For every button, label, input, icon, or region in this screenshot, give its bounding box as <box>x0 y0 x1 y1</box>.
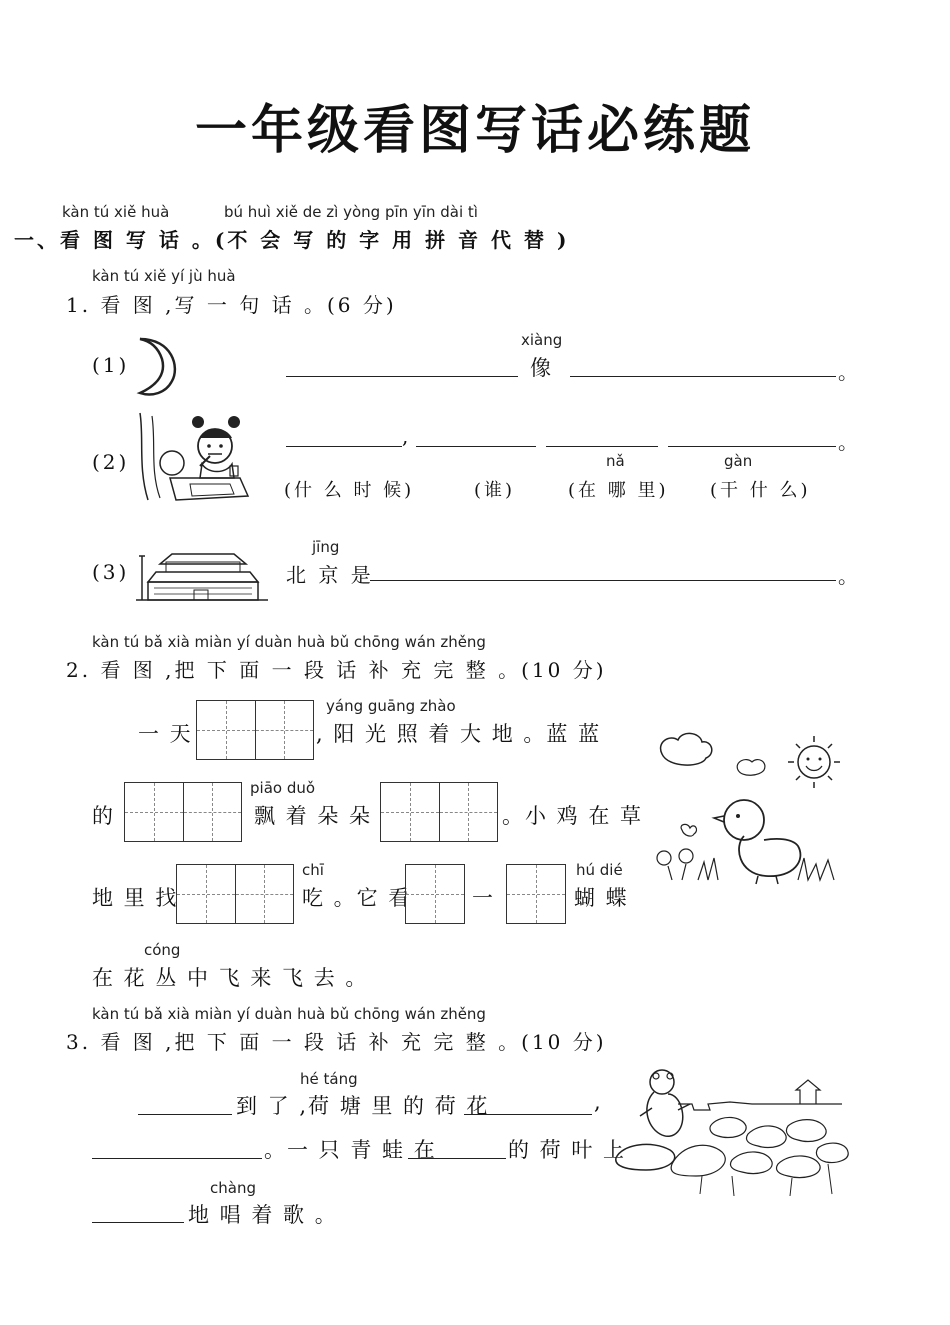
q2-row4-pinyin: cóng <box>144 941 181 959</box>
q2-row2-mid: 飘 着 朵 朵 <box>254 804 373 828</box>
q1-p1-xiang: 像 <box>530 356 553 380</box>
q2-grid-4[interactable] <box>176 864 294 924</box>
q3-row2-text-b: 的 荷 叶 上 <box>508 1138 627 1162</box>
q1-p2-blank-who[interactable] <box>416 446 536 447</box>
q1-p3-jing-pinyin: jīng <box>312 538 340 556</box>
q1-p3-blank[interactable] <box>370 580 836 581</box>
section1-pinyin-a: kàn tú xiě huà <box>62 203 170 221</box>
q1-p3-text: 北 京 是 <box>286 563 374 587</box>
q3-blank-4[interactable] <box>408 1158 506 1159</box>
q1-p2-blank-where[interactable] <box>546 446 658 447</box>
girl-brushing-teeth-picture <box>130 408 255 508</box>
q1-p2-hint-what: (干 什 么) <box>710 480 811 501</box>
q1-p2-blank-what[interactable] <box>668 446 836 447</box>
q1-p2-label: (2) <box>92 450 130 474</box>
q2-row3-end: 蝴 蝶 <box>574 886 629 910</box>
q2-row2-pinyin: piāo duǒ <box>250 779 316 797</box>
q2-grid-2[interactable] <box>124 782 242 842</box>
q2-row1-text: , 阳 光 照 着 大 地 。蓝 蓝 <box>316 722 602 746</box>
q2-grid-3[interactable] <box>380 782 498 842</box>
q2-row3-mid: 吃 。它 看 <box>302 886 412 910</box>
q2-grid-5[interactable] <box>405 864 465 924</box>
q1-p2-blank-when[interactable] <box>286 446 402 447</box>
q1-p2-hint-who: (谁) <box>474 480 516 501</box>
page-title: 一年级看图写话必练题 <box>194 101 755 161</box>
q2-row2-lead: 的 <box>92 804 115 828</box>
q1-p1-blank-1[interactable] <box>286 376 518 377</box>
q1-p2-hint-when: (什 么 时 候) <box>284 480 415 501</box>
moon-icon <box>132 333 184 399</box>
q2-pinyin: kàn tú bǎ xià miàn yí duàn huà bǔ chōng wán zhěng <box>92 633 486 651</box>
q2-row2-end: 。小 鸡 在 草 <box>502 804 644 828</box>
q2-row1-pinyin: yáng guāng zhào <box>326 697 456 715</box>
q3-blank-2[interactable] <box>464 1114 592 1115</box>
chick-and-flowers-picture <box>648 728 848 888</box>
q1-p2-gan-pinyin: gàn <box>724 452 753 470</box>
q2-grid-6[interactable] <box>506 864 566 924</box>
q2-row1-lead: 一 天 <box>138 722 193 746</box>
q1-p1-end: 。 <box>838 360 861 384</box>
q3-row1-text: 到 了 ,荷 塘 里 的 荷 花 <box>236 1094 490 1118</box>
frog-lotus-pond-picture <box>612 1064 852 1198</box>
q1-pinyin: kàn tú xiě yí jù huà <box>92 267 236 285</box>
q3-row1-end: , <box>594 1090 603 1114</box>
q3-heading: 3. 看 图 ,把 下 面 一 段 话 补 充 完 整 。(10 分) <box>66 1030 607 1054</box>
q1-p2-hint-where: (在 哪 里) <box>568 480 669 501</box>
q1-p3-end: 。 <box>838 564 861 588</box>
q2-row3-hudie-pinyin: hú dié <box>576 861 623 879</box>
q3-row3-text: 地 唱 着 歌 。 <box>188 1203 338 1227</box>
q1-p1-xiang-pinyin: xiàng <box>521 331 563 349</box>
tiananmen-picture <box>134 542 270 604</box>
q1-p2-end: 。 <box>838 430 861 454</box>
q1-p1-blank-2[interactable] <box>570 376 836 377</box>
q1-p2-comma: , <box>402 424 412 448</box>
q3-blank-1[interactable] <box>138 1114 232 1115</box>
q3-blank-3[interactable] <box>92 1158 262 1159</box>
q1-p3-label: (3) <box>92 560 130 584</box>
q2-row3-lead: 地 里 找 <box>92 886 179 910</box>
section1-heading: 一、看 图 写 话 。(不 会 写 的 字 用 拼 音 代 替 ) <box>14 228 570 252</box>
q3-row1-pinyin: hé táng <box>300 1070 358 1088</box>
q1-heading: 1. 看 图 ,写 一 句 话 。(6 分) <box>66 293 397 317</box>
q3-row3-pinyin: chàng <box>210 1179 256 1197</box>
q1-p2-na-pinyin: nǎ <box>606 452 625 470</box>
q1-p1-label: (1) <box>92 353 130 377</box>
q2-row4-text: 在 花 丛 中 飞 来 飞 去 。 <box>92 966 369 990</box>
q2-heading: 2. 看 图 ,把 下 面 一 段 话 补 充 完 整 。(10 分) <box>66 658 607 682</box>
q2-grid-1[interactable] <box>196 700 314 760</box>
q3-blank-5[interactable] <box>92 1222 184 1223</box>
section1-pinyin-b: bú huì xiě de zì yòng pīn yīn dài tì <box>224 203 478 221</box>
q2-row3-dash: 一 <box>472 886 495 910</box>
q2-row3-chi-pinyin: chī <box>302 861 324 879</box>
q3-pinyin: kàn tú bǎ xià miàn yí duàn huà bǔ chōng wán zhěng <box>92 1005 486 1023</box>
q3-row2-text-a: 。一 只 青 蛙 在 <box>264 1138 437 1162</box>
